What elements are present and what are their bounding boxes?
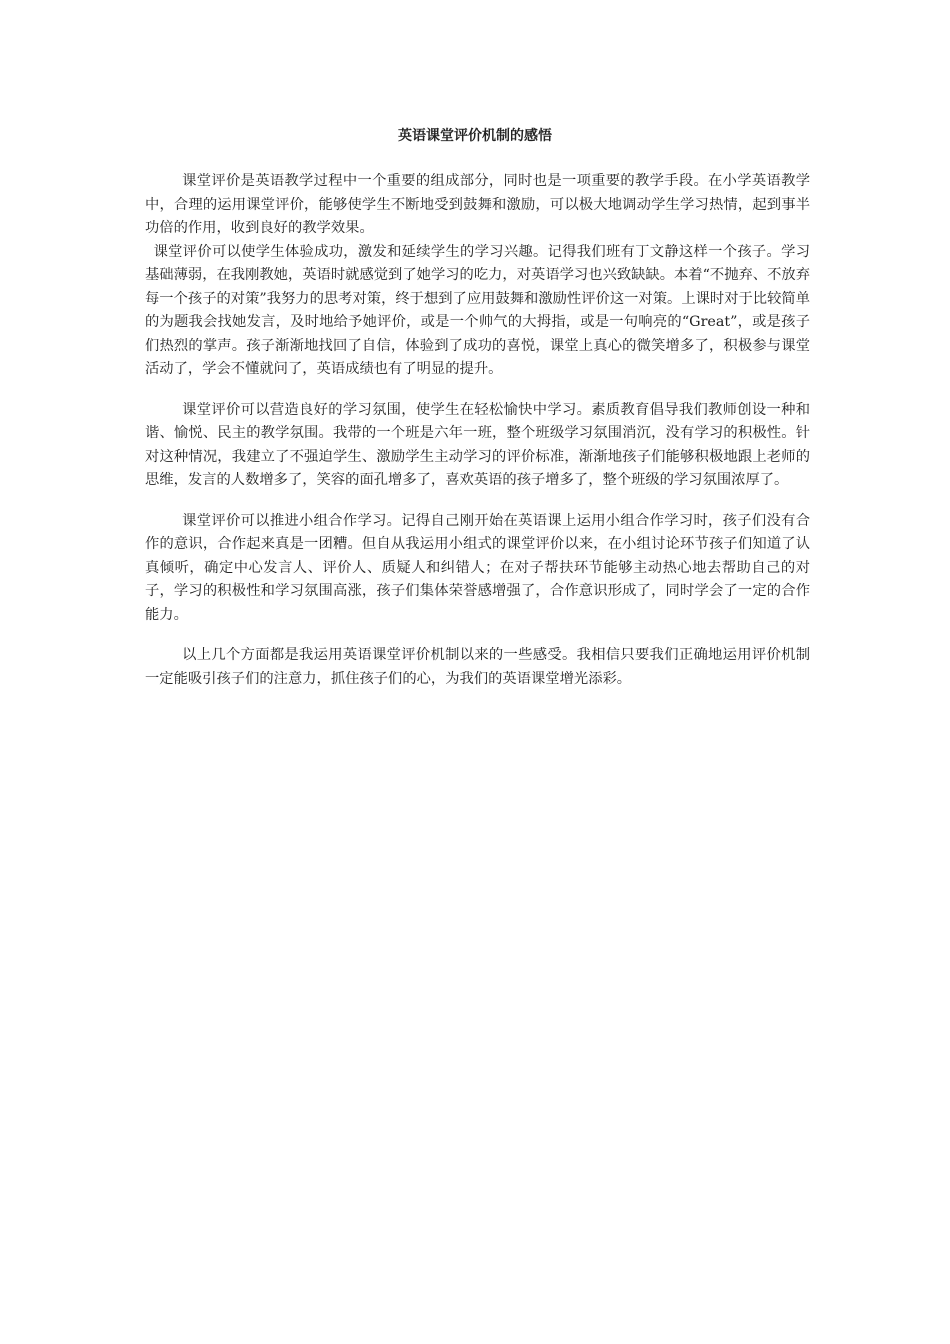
paragraph-learning-atmosphere: 课堂评价可以营造良好的学习氛围，使学生在轻松愉快中学习。素质教育倡导我们教师创设一种和谐、愉悦、民主的教学氛围。我带的一个班是六年一班，整个班级学习氛围消沉，没有学习的积极性。针对这种情况，我建立了不强迫学生、激励学生主动学习的评价标准，渐渐地孩子们能够积极地跟上老师的思维，发言的人数增多了，笑容的面孔增多了，喜欢英语的孩子增多了，整个班级的学习氛围浓厚了。 — [145, 401, 810, 488]
paragraph-intro: 课堂评价是英语教学过程中一个重要的组成部分，同时也是一项重要的教学手段。在小学英语教学中，合理的运用课堂评价，能够使学生不断地受到鼓舞和激励，可以极大地调动学生学习热情，起到事半功倍的作用，收到良好的教学效果。 — [145, 173, 810, 236]
paragraph-conclusion: 以上几个方面都是我运用英语课堂评价机制以来的一些感受。我相信只要我们正确地运用评价机制一定能吸引孩子们的注意力，抓住孩子们的心，为我们的英语课堂增光添彩。 — [145, 647, 810, 687]
document-title: 英语课堂评价机制的感悟 — [398, 128, 552, 144]
paragraph-success-experience: 课堂评价可以使学生体验成功，激发和延续学生的学习兴趣。记得我们班有丁文静这样一个孩子。学习基础薄弱，在我刚教她，英语时就感觉到了她学习的吃力，对英语学习也兴致缺缺。本着“不抛弃、不放弃每一个孩子的对策”我努力的思考对策，终于想到了应用鼓舞和激励性评价这一对策。上课时对于比较简单的为题我会找她发言，及时地给予她评价，或是一个帅气的大拇指，或是一句响亮的“Great”，或是孩子们热烈的掌声。孩子渐渐地找回了自信，体验到了成功的喜悦，课堂上真心的微笑增多了，积极参与课堂活动了，学会不懂就问了，英语成绩也有了明显的提升。 — [145, 243, 810, 377]
document-body — [145, 170, 810, 691]
paragraph-group-cooperation: 课堂评价可以推进小组合作学习。记得自己刚开始在英语课上运用小组合作学习时，孩子们没有合作的意识，合作起来真是一团糟。但自从我运用小组式的课堂评价以来，在小组讨论环节孩子们知道了认真倾听，确定中心发言人、评价人、质疑人和纠错人；在对子帮扶环节能够主动热心地去帮助自己的对子，学习的积极性和学习氛围高涨，孩子们集体荣誉感增强了，合作意识形成了，同时学会了一定的合作能力。 — [145, 512, 810, 623]
